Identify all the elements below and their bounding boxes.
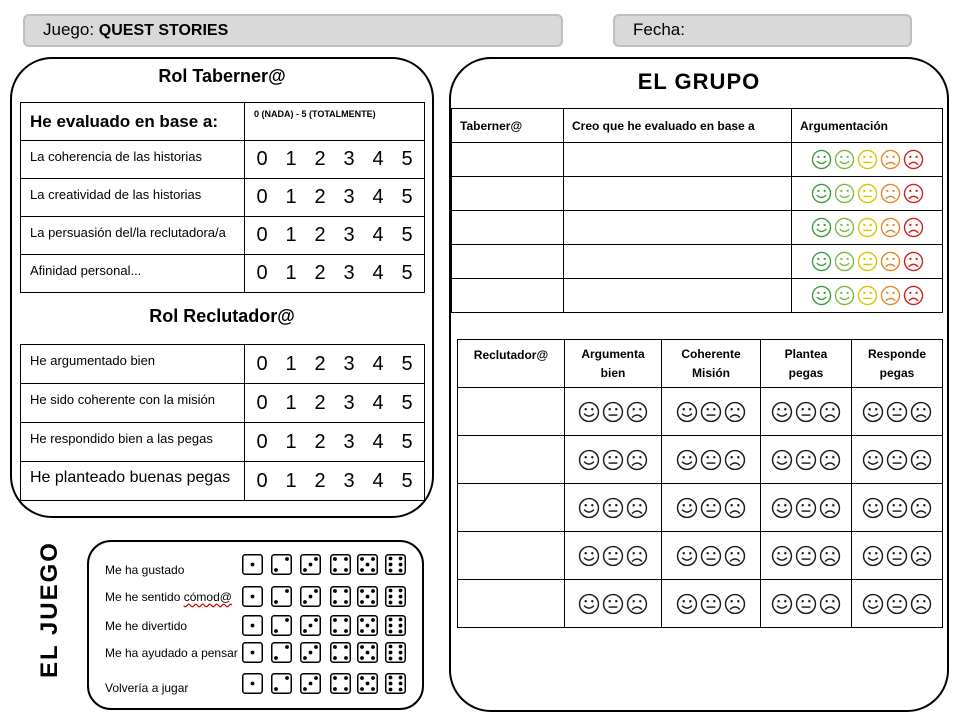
scale-1[interactable]: 1 [285,186,297,208]
input-cell[interactable] [458,388,565,436]
neutral-face-icon[interactable] [886,401,908,423]
scale-5[interactable]: 5 [401,262,413,284]
input-cell[interactable] [564,211,792,245]
sad-face-icon[interactable] [819,593,841,615]
die-6-icon[interactable] [385,554,406,575]
table-row [21,345,425,384]
die-6-icon[interactable] [385,586,406,607]
scale-1[interactable]: 1 [285,148,297,170]
juego-label: Juego: [43,20,99,39]
sad-face-icon[interactable] [626,545,648,567]
sad-face-icon[interactable] [724,593,746,615]
scale-5[interactable]: 5 [401,186,413,208]
happy-face-icon[interactable] [834,251,855,272]
juego-name: QUEST STORIES [98,22,229,39]
column-header: Argumentación [792,109,943,143]
scale-0[interactable]: 0 [256,391,268,414]
neutral-face-icon[interactable] [857,149,878,170]
neutral-face-icon[interactable] [857,285,878,306]
happy-face-icon[interactable] [771,497,793,519]
scale-5[interactable]: 5 [401,469,413,492]
column-header: Coherente Misión [662,340,761,388]
input-cell[interactable] [564,245,792,279]
juego-header [23,14,563,47]
rating-scale [245,384,425,423]
face-rating-cell[interactable] [565,484,662,532]
happy-face-icon[interactable] [578,497,600,519]
face-rating-cell[interactable] [662,580,761,628]
very-happy-face-icon[interactable] [811,149,832,170]
happy-face-icon[interactable] [834,183,855,204]
criterion-label: He respondido bien a las pegas [21,423,245,462]
table-row [21,255,425,293]
sad-face-icon[interactable] [626,497,648,519]
face-rating-cell[interactable] [662,532,761,580]
sad-face-icon[interactable] [724,449,746,471]
input-cell[interactable] [452,279,564,313]
juego-item-label: Me he sentido cómod@ [105,590,232,604]
input-cell[interactable] [458,436,565,484]
scale-2[interactable]: 2 [314,391,326,414]
neutral-face-icon[interactable] [795,449,817,471]
scale-0[interactable]: 0 [256,262,268,284]
table-row [458,388,943,436]
scale-0[interactable]: 0 [256,148,268,170]
scale-2[interactable]: 2 [314,148,326,170]
sad-face-icon[interactable] [910,545,932,567]
scale-0[interactable]: 0 [256,186,268,208]
happy-face-icon[interactable] [578,449,600,471]
rating-scale [245,255,425,293]
scale-3[interactable]: 3 [343,391,355,414]
die-1-icon[interactable] [242,586,263,607]
very-sad-face-icon[interactable] [903,183,924,204]
die-1-icon[interactable] [242,642,263,663]
happy-face-icon[interactable] [578,545,600,567]
juego-item-label: Me ha ayudado a pensar [105,646,238,660]
scale-0[interactable]: 0 [256,224,268,246]
neutral-face-icon[interactable] [602,545,624,567]
scale-2[interactable]: 2 [314,262,326,284]
die-2-icon[interactable] [271,615,292,636]
face-rating-cell[interactable] [792,143,943,177]
scale-4[interactable]: 4 [372,352,384,375]
criterion-label: He sido coherente con la misión [21,384,245,423]
happy-face-icon[interactable] [676,593,698,615]
face-rating-cell[interactable] [565,388,662,436]
column-header: Argumenta bien [565,340,662,388]
neutral-face-icon[interactable] [602,593,624,615]
el-juego-box [87,540,424,710]
happy-face-icon[interactable] [578,593,600,615]
table-row [458,532,943,580]
sad-face-icon[interactable] [819,497,841,519]
happy-face-icon[interactable] [676,545,698,567]
sad-face-icon[interactable] [819,449,841,471]
rating-scale [245,179,425,217]
table-row [21,141,425,179]
criterion-label: Afinidad personal... [21,255,245,293]
scale-1[interactable]: 1 [285,224,297,246]
column-header: Reclutador@ [458,340,565,388]
die-4-icon[interactable] [330,586,351,607]
die-3-icon[interactable] [300,586,321,607]
input-cell[interactable] [452,177,564,211]
face-rating-cell[interactable] [852,484,943,532]
scale-5[interactable]: 5 [401,430,413,453]
neutral-face-icon[interactable] [602,449,624,471]
die-1-icon[interactable] [242,554,263,575]
criterion-label: La persuasión del/la reclutadora/a [21,217,245,255]
sad-face-icon[interactable] [626,449,648,471]
neutral-face-icon[interactable] [795,593,817,615]
rating-scale [245,345,425,384]
very-happy-face-icon[interactable] [811,217,832,238]
table-row [458,484,943,532]
die-1-icon[interactable] [242,673,263,694]
input-cell[interactable] [564,279,792,313]
face-rating-cell[interactable] [792,279,943,313]
neutral-face-icon[interactable] [857,217,878,238]
die-1-icon[interactable] [242,615,263,636]
input-cell[interactable] [452,211,564,245]
sad-face-icon[interactable] [724,497,746,519]
face-rating-cell[interactable] [662,436,761,484]
scale-3[interactable]: 3 [343,352,355,375]
neutral-face-icon[interactable] [602,401,624,423]
table-row [21,423,425,462]
juego-item-label: Me ha gustado [105,563,185,577]
die-2-icon[interactable] [271,586,292,607]
neutral-face-icon[interactable] [857,251,878,272]
scale-4[interactable]: 4 [372,224,384,246]
die-6-icon[interactable] [385,642,406,663]
scale-4[interactable]: 4 [372,148,384,170]
rating-scale [245,423,425,462]
table-row [21,179,425,217]
face-rating-cell[interactable] [662,388,761,436]
input-cell[interactable] [564,177,792,211]
face-rating-cell[interactable] [761,532,852,580]
input-cell[interactable] [458,580,565,628]
happy-face-icon[interactable] [834,217,855,238]
face-rating-cell[interactable] [852,388,943,436]
happy-face-icon[interactable] [862,401,884,423]
scale-1[interactable]: 1 [285,391,297,414]
sad-face-icon[interactable] [880,251,901,272]
table-row [458,436,943,484]
die-3-icon[interactable] [300,642,321,663]
die-5-icon[interactable] [357,586,378,607]
table-row [21,217,425,255]
juego-item-label: Volvería a jugar [105,681,189,695]
die-4-icon[interactable] [330,615,351,636]
scale-4[interactable]: 4 [372,186,384,208]
scale-legend: 0 (NADA) - 5 (TOTALMENTE) [245,103,425,141]
neutral-face-icon[interactable] [795,401,817,423]
sad-face-icon[interactable] [880,183,901,204]
sad-face-icon[interactable] [880,149,901,170]
sad-face-icon[interactable] [724,401,746,423]
scale-2[interactable]: 2 [314,186,326,208]
scale-2[interactable]: 2 [314,469,326,492]
happy-face-icon[interactable] [771,401,793,423]
scale-5[interactable]: 5 [401,148,413,170]
neutral-face-icon[interactable] [700,449,722,471]
face-rating-cell[interactable] [662,484,761,532]
happy-face-icon[interactable] [676,401,698,423]
sad-face-icon[interactable] [819,545,841,567]
happy-face-icon[interactable] [771,545,793,567]
evaluated-basis-header: He evaluado en base a: [21,103,245,141]
criterion-label: He planteado buenas pegas [21,462,245,501]
table-row [452,279,943,313]
die-5-icon[interactable] [357,615,378,636]
very-happy-face-icon[interactable] [811,183,832,204]
neutral-face-icon[interactable] [886,449,908,471]
input-cell[interactable] [452,143,564,177]
scale-1[interactable]: 1 [285,352,297,375]
happy-face-icon[interactable] [676,497,698,519]
happy-face-icon[interactable] [578,401,600,423]
criterion-label: La creatividad de las historias [21,179,245,217]
scale-1[interactable]: 1 [285,430,297,453]
scale-3[interactable]: 3 [343,148,355,170]
neutral-face-icon[interactable] [700,401,722,423]
scale-0[interactable]: 0 [256,352,268,375]
face-rating-cell[interactable] [761,580,852,628]
die-3-icon[interactable] [300,673,321,694]
face-rating-cell[interactable] [761,484,852,532]
fecha-label: Fecha: [633,20,685,39]
die-2-icon[interactable] [271,554,292,575]
neutral-face-icon[interactable] [886,593,908,615]
tabernero-rating-table [20,102,425,293]
neutral-face-icon[interactable] [886,545,908,567]
sad-face-icon[interactable] [724,545,746,567]
group-tabernero-table [451,108,943,313]
face-rating-cell[interactable] [852,436,943,484]
input-cell[interactable] [564,143,792,177]
scale-3[interactable]: 3 [343,262,355,284]
face-rating-cell[interactable] [852,580,943,628]
column-header: Taberner@ [452,109,564,143]
rol-reclutador-title: Rol Reclutador@ [149,306,295,326]
face-rating-cell[interactable] [792,211,943,245]
scale-1[interactable]: 1 [285,262,297,284]
group-reclutador-table [457,339,943,628]
scale-2[interactable]: 2 [314,352,326,375]
die-4-icon[interactable] [330,673,351,694]
die-2-icon[interactable] [271,642,292,663]
reclutador-rating-table [20,344,425,501]
happy-face-icon[interactable] [834,149,855,170]
fecha-header [613,14,912,47]
scale-5[interactable]: 5 [401,224,413,246]
neutral-face-icon[interactable] [700,593,722,615]
sad-face-icon[interactable] [880,285,901,306]
column-header: Responde pegas [852,340,943,388]
tabernero-header-row [21,103,425,141]
table-row [21,462,425,501]
column-header: Creo que he evaluado en base a [564,109,792,143]
die-6-icon[interactable] [385,673,406,694]
rating-scale [245,217,425,255]
very-happy-face-icon[interactable] [811,285,832,306]
table-row [452,211,943,245]
input-cell[interactable] [452,245,564,279]
die-4-icon[interactable] [330,642,351,663]
table-header-row [452,109,943,143]
face-rating-cell[interactable] [565,436,662,484]
sad-face-icon[interactable] [910,449,932,471]
die-4-icon[interactable] [330,554,351,575]
die-2-icon[interactable] [271,673,292,694]
table-row [458,580,943,628]
sad-face-icon[interactable] [910,497,932,519]
scale-4[interactable]: 4 [372,391,384,414]
table-row [452,143,943,177]
face-rating-cell[interactable] [761,436,852,484]
neutral-face-icon[interactable] [700,545,722,567]
sad-face-icon[interactable] [910,593,932,615]
criterion-label: He argumentado bien [21,345,245,384]
scale-0[interactable]: 0 [256,430,268,453]
very-sad-face-icon[interactable] [903,149,924,170]
scale-2[interactable]: 2 [314,224,326,246]
neutral-face-icon[interactable] [602,497,624,519]
face-rating-cell[interactable] [565,532,662,580]
input-cell[interactable] [458,484,565,532]
sad-face-icon[interactable] [626,593,648,615]
scale-5[interactable]: 5 [401,352,413,375]
die-5-icon[interactable] [357,673,378,694]
sad-face-icon[interactable] [910,401,932,423]
happy-face-icon[interactable] [771,449,793,471]
scale-1[interactable]: 1 [285,469,297,492]
scale-2[interactable]: 2 [314,430,326,453]
face-rating-cell[interactable] [761,388,852,436]
very-sad-face-icon[interactable] [903,251,924,272]
table-row [21,384,425,423]
happy-face-icon[interactable] [676,449,698,471]
die-5-icon[interactable] [357,554,378,575]
die-3-icon[interactable] [300,554,321,575]
die-6-icon[interactable] [385,615,406,636]
table-row [452,245,943,279]
scale-3[interactable]: 3 [343,430,355,453]
sad-face-icon[interactable] [819,401,841,423]
rating-scale [245,141,425,179]
sad-face-icon[interactable] [626,401,648,423]
scale-3[interactable]: 3 [343,469,355,492]
face-rating-cell[interactable] [565,580,662,628]
happy-face-icon[interactable] [862,593,884,615]
die-5-icon[interactable] [357,642,378,663]
el-juego-title: EL JUEGO [36,541,63,678]
happy-face-icon[interactable] [862,449,884,471]
criterion-label: La coherencia de las historias [21,141,245,179]
very-happy-face-icon[interactable] [811,251,832,272]
happy-face-icon[interactable] [771,593,793,615]
happy-face-icon[interactable] [834,285,855,306]
rating-scale [245,462,425,501]
happy-face-icon[interactable] [862,497,884,519]
column-header: Plantea pegas [761,340,852,388]
el-grupo-title: EL GRUPO [637,69,761,94]
juego-item-label: Me he divertido [105,619,188,633]
die-3-icon[interactable] [300,615,321,636]
neutral-face-icon[interactable] [700,497,722,519]
table-header-row [458,340,943,388]
table-row [452,177,943,211]
neutral-face-icon[interactable] [795,497,817,519]
scale-0[interactable]: 0 [256,469,268,492]
scale-5[interactable]: 5 [401,391,413,414]
face-rating-cell[interactable] [852,532,943,580]
scale-4[interactable]: 4 [372,430,384,453]
input-cell[interactable] [458,532,565,580]
happy-face-icon[interactable] [862,545,884,567]
neutral-face-icon[interactable] [795,545,817,567]
rol-tabernero-title: Rol Taberner@ [158,66,286,86]
scale-4[interactable]: 4 [372,469,384,492]
face-rating-cell[interactable] [792,245,943,279]
neutral-face-icon[interactable] [857,183,878,204]
scale-3[interactable]: 3 [343,224,355,246]
sad-face-icon[interactable] [880,217,901,238]
very-sad-face-icon[interactable] [903,217,924,238]
very-sad-face-icon[interactable] [903,285,924,306]
face-rating-cell[interactable] [792,177,943,211]
neutral-face-icon[interactable] [886,497,908,519]
scale-4[interactable]: 4 [372,262,384,284]
scale-3[interactable]: 3 [343,186,355,208]
